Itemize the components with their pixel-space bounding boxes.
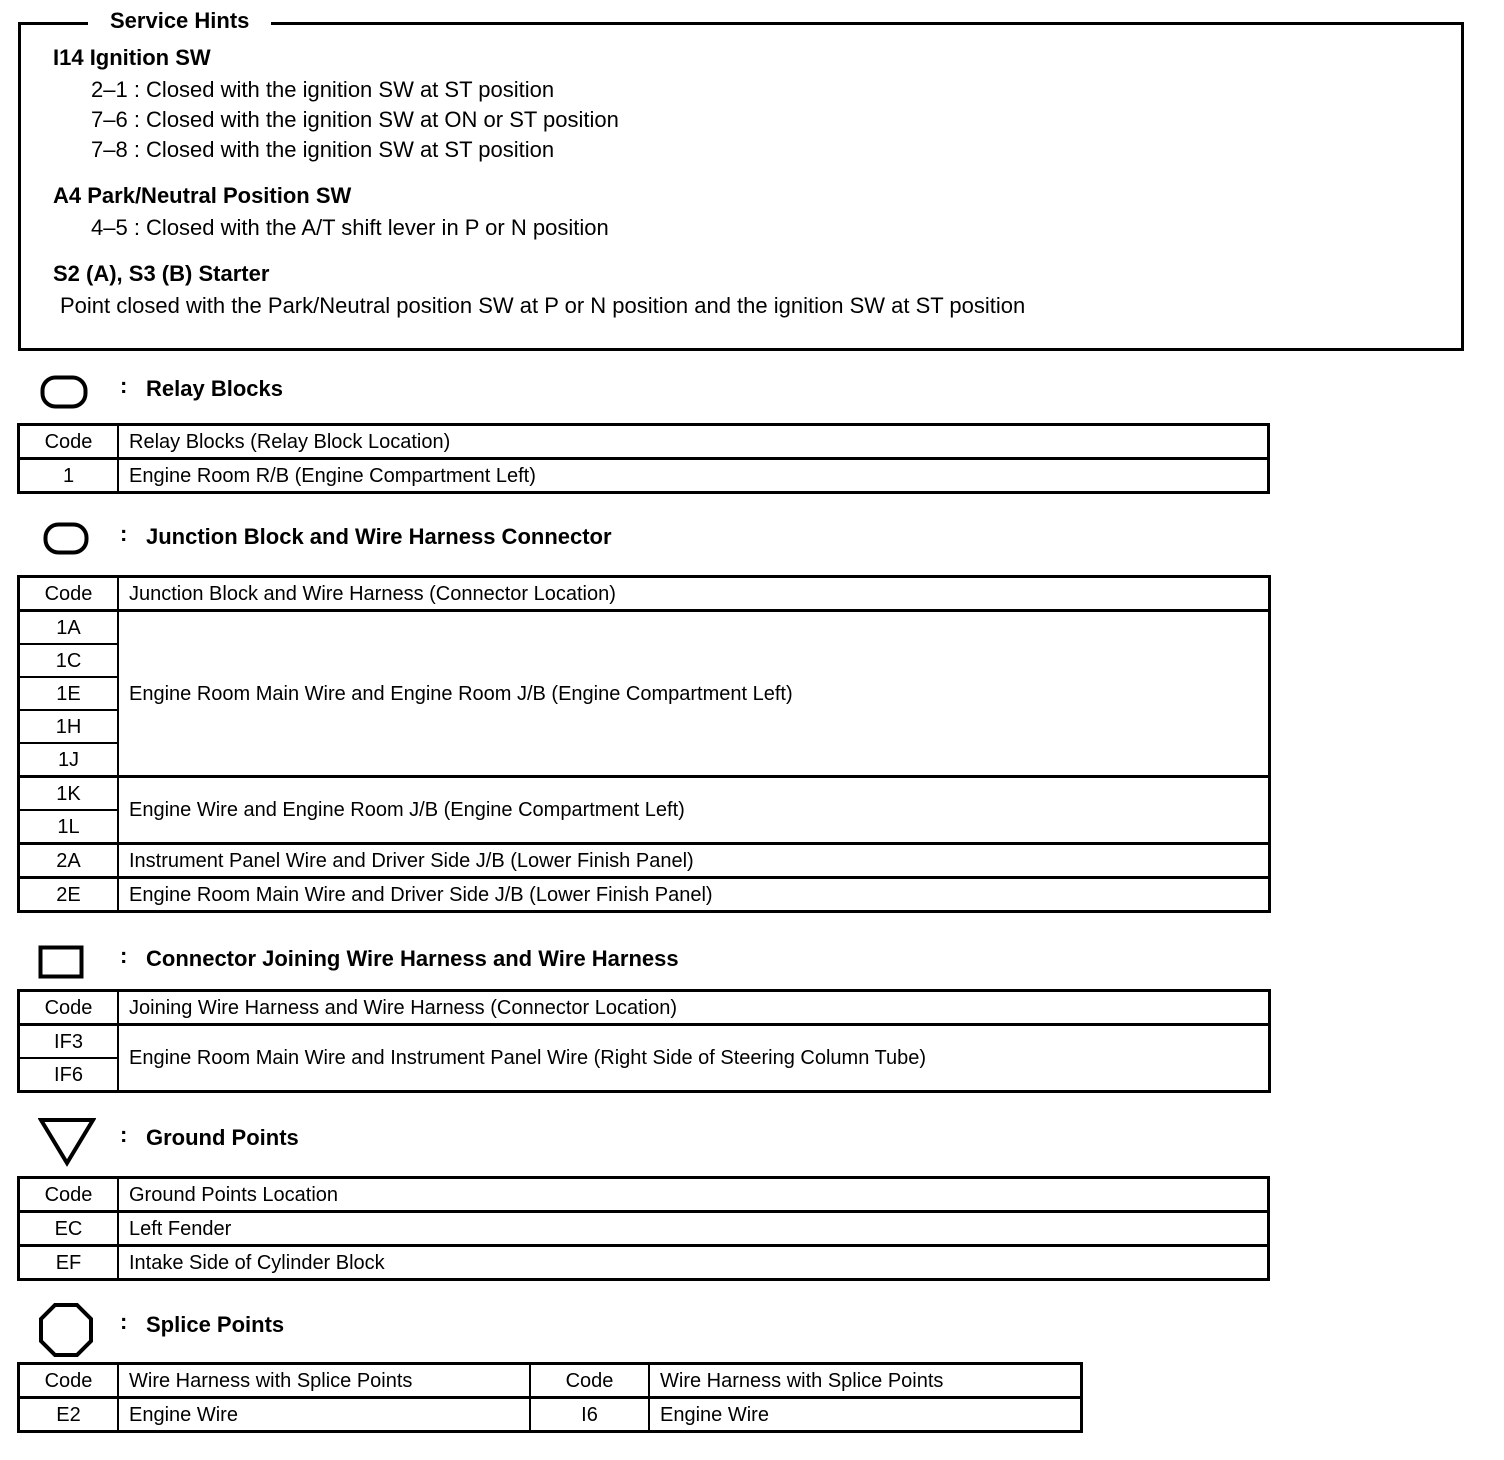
- table-header-row: [19, 1364, 1082, 1398]
- code-header: Code: [19, 1178, 119, 1212]
- location-cell: Engine Room Main Wire and Driver Side J/B (Lower Finish Panel): [118, 878, 1270, 912]
- table-row: [19, 844, 1270, 878]
- table-row: [19, 1212, 1269, 1246]
- location-cell: Engine Wire and Engine Room J/B (Engine Compartment Left): [118, 777, 1270, 844]
- hint-line: 2–1 : Closed with the ignition SW at ST position: [91, 77, 555, 102]
- service-hints-title: Service Hints: [88, 7, 271, 35]
- code-header: Code: [19, 425, 119, 459]
- section-colon: :: [120, 521, 128, 546]
- section-colon: :: [120, 1122, 128, 1147]
- code-cell: 2A: [19, 844, 119, 878]
- hint-line: 7–8 : Closed with the ignition SW at ST position: [91, 137, 555, 162]
- junction-blocks-table: [17, 575, 1271, 913]
- location-cell: Intake Side of Cylinder Block: [118, 1246, 1269, 1280]
- hint-heading-ignition-sw: I14 Ignition SW: [53, 45, 211, 70]
- code-cell: 1K: [19, 777, 119, 811]
- section-colon: :: [120, 373, 128, 398]
- harness-cell: Engine Wire: [118, 1398, 530, 1432]
- relay-blocks-table: [17, 423, 1270, 494]
- rounded-rect-icon: [43, 522, 91, 556]
- table-header-row: [19, 425, 1269, 459]
- code-cell: I6: [530, 1398, 649, 1432]
- square-icon: [38, 945, 84, 979]
- code-cell: 1E: [19, 677, 119, 710]
- table-header-row: [19, 577, 1270, 611]
- hint-line: 7–6 : Closed with the ignition SW at ON or ST position: [91, 107, 619, 132]
- location-cell: Engine Room R/B (Engine Compartment Left): [118, 459, 1269, 493]
- table-header-row: [19, 991, 1270, 1025]
- octagon-icon: [38, 1302, 94, 1358]
- code-cell: IF6: [19, 1058, 119, 1092]
- code-cell: E2: [19, 1398, 119, 1432]
- code-cell: 1A: [19, 611, 119, 645]
- code-cell: EF: [19, 1246, 119, 1280]
- table-row: [19, 1398, 1082, 1432]
- table-row: [19, 1025, 1270, 1059]
- table-header-row: [19, 1178, 1269, 1212]
- down-triangle-icon: [38, 1117, 96, 1167]
- code-cell: 1H: [19, 710, 119, 743]
- hint-line: Point closed with the Park/Neutral position SW at P or N position and the ignition SW at ST position: [60, 293, 1026, 318]
- location-header: Ground Points Location: [118, 1178, 1269, 1212]
- code-header: Code: [19, 991, 119, 1025]
- connectors-table: [17, 989, 1271, 1093]
- code-cell: 1C: [19, 644, 119, 677]
- harness-header: Wire Harness with Splice Points: [649, 1364, 1082, 1398]
- hint-line: 4–5 : Closed with the A/T shift lever in P or N position: [91, 215, 609, 240]
- table-row: [19, 878, 1270, 912]
- code-cell: 1J: [19, 743, 119, 777]
- ground-points-title: Ground Points: [146, 1125, 299, 1150]
- code-header: Code: [19, 1364, 119, 1398]
- code-header: Code: [530, 1364, 649, 1398]
- code-cell: 2E: [19, 878, 119, 912]
- splice-points-title: Splice Points: [146, 1312, 285, 1337]
- connectors-title: Connector Joining Wire Harness and Wire Harness: [146, 946, 679, 971]
- relay-blocks-title: Relay Blocks: [146, 376, 283, 401]
- location-header: Joining Wire Harness and Wire Harness (Connector Location): [118, 991, 1270, 1025]
- location-cell: Instrument Panel Wire and Driver Side J/B (Lower Finish Panel): [118, 844, 1270, 878]
- location-cell: Left Fender: [118, 1212, 1269, 1246]
- ground-points-table: [17, 1176, 1270, 1281]
- section-colon: :: [120, 1309, 128, 1334]
- code-cell: 1L: [19, 810, 119, 844]
- location-header: Junction Block and Wire Harness (Connector Location): [118, 577, 1270, 611]
- table-row: [19, 459, 1269, 493]
- location-cell: Engine Room Main Wire and Engine Room J/B (Engine Compartment Left): [118, 611, 1270, 777]
- code-header: Code: [19, 577, 119, 611]
- splice-points-table: [17, 1362, 1083, 1433]
- section-colon: :: [120, 943, 128, 968]
- harness-header: Wire Harness with Splice Points: [118, 1364, 530, 1398]
- code-cell: IF3: [19, 1025, 119, 1059]
- hint-heading-park-neutral-sw: A4 Park/Neutral Position SW: [53, 183, 352, 208]
- location-header: Relay Blocks (Relay Block Location): [118, 425, 1269, 459]
- junction-blocks-title: Junction Block and Wire Harness Connector: [146, 524, 612, 549]
- code-cell: EC: [19, 1212, 119, 1246]
- rounded-rect-icon: [40, 375, 88, 409]
- code-cell: 1: [19, 459, 119, 493]
- table-row: [19, 777, 1270, 811]
- table-row: [19, 611, 1270, 645]
- location-cell: Engine Room Main Wire and Instrument Panel Wire (Right Side of Steering Column Tube): [118, 1025, 1270, 1092]
- table-row: [19, 1246, 1269, 1280]
- hint-heading-starter: S2 (A), S3 (B) Starter: [53, 261, 270, 286]
- harness-cell: Engine Wire: [649, 1398, 1082, 1432]
